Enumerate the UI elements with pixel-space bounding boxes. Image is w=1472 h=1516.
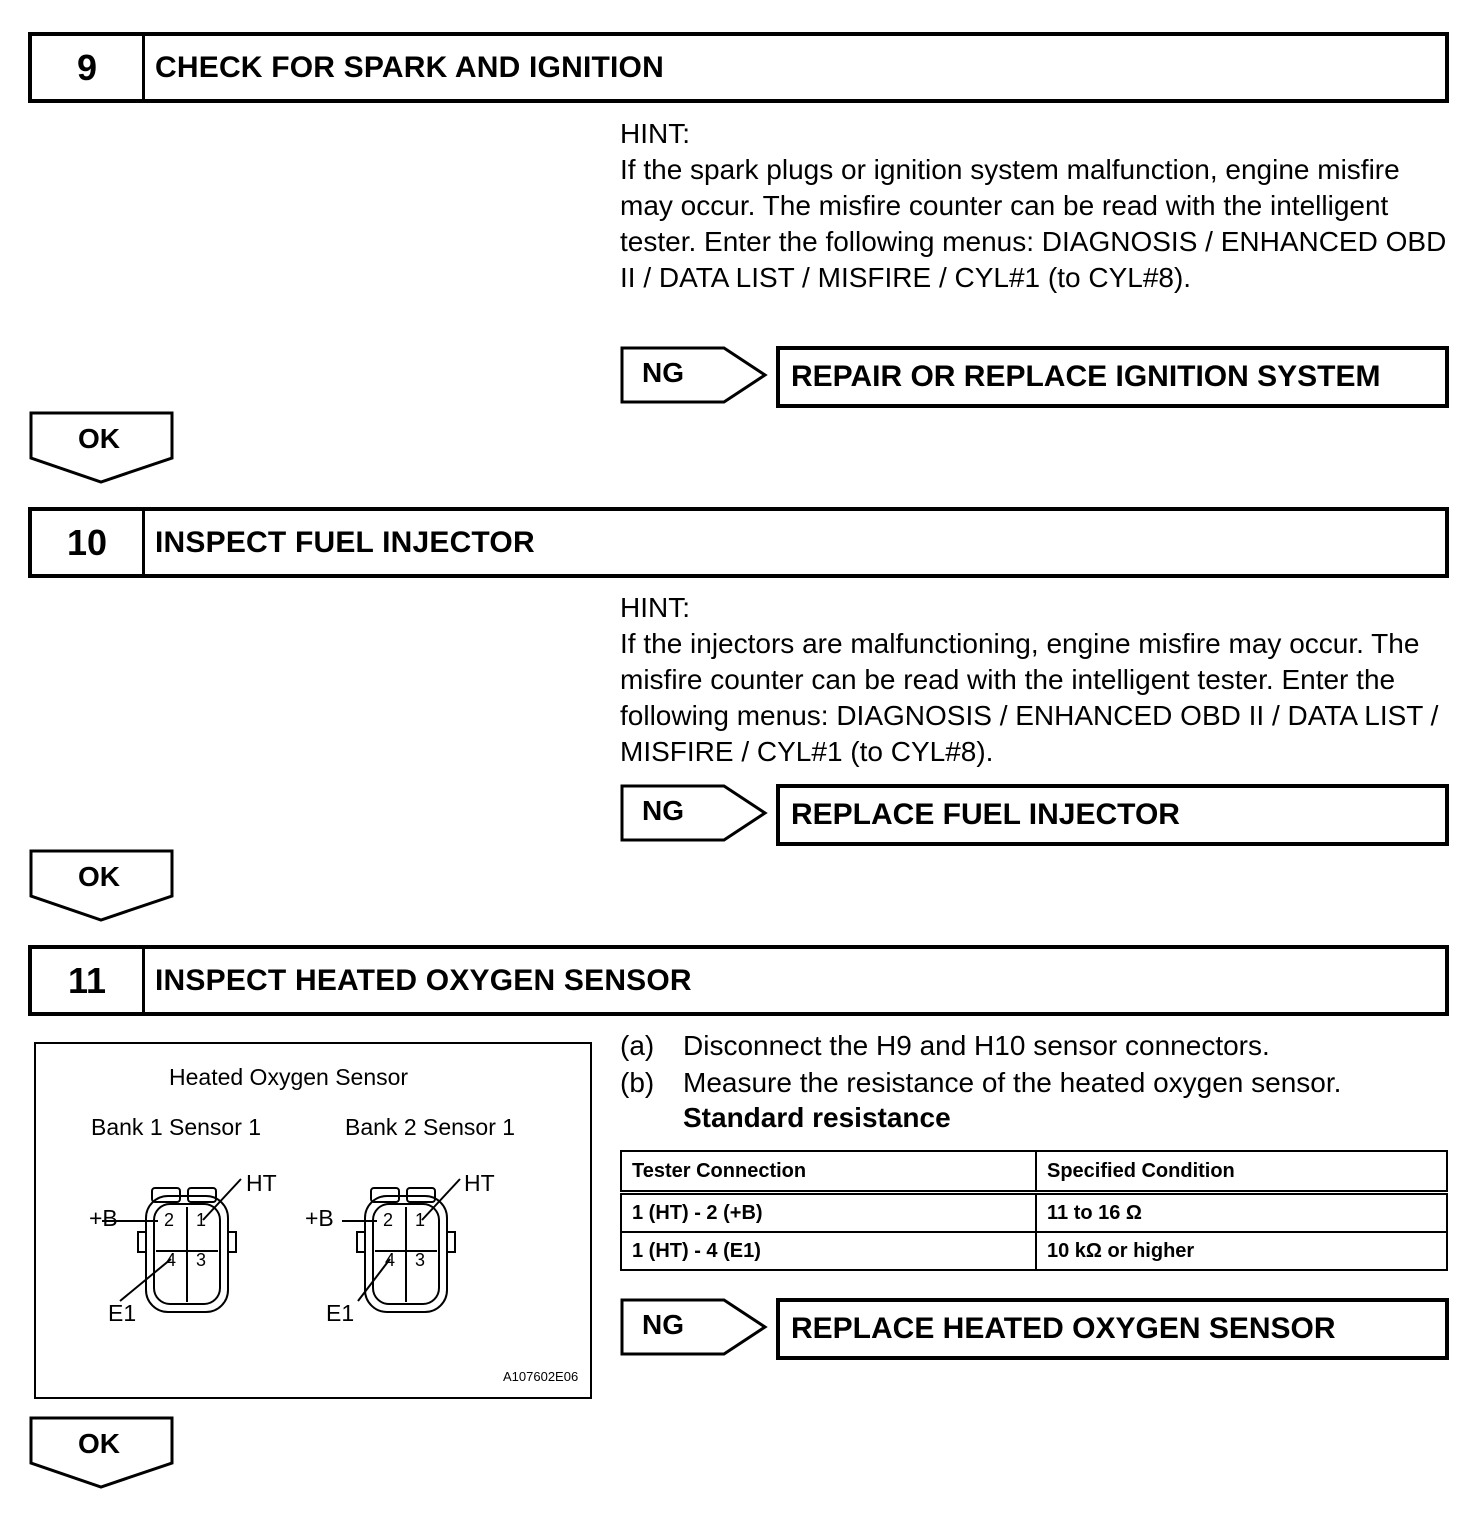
sensor-diagram [34, 1042, 592, 1399]
ng-arrow [620, 784, 770, 842]
ok-arrow [29, 849, 175, 923]
table-cell: 1 (HT) - 2 (+B) [621, 1193, 1036, 1233]
ok-arrow [29, 411, 175, 485]
ng-label: NG [642, 357, 684, 388]
instruction-b [620, 1065, 1450, 1101]
ht-label: HT [464, 1170, 495, 1196]
pin-label: 1 [196, 1210, 207, 1230]
step-10-header [28, 507, 1449, 578]
ok-arrow [29, 1416, 175, 1490]
ok-label: OK [78, 1428, 120, 1459]
pin-label: 3 [415, 1250, 426, 1270]
standard-label: Standard resistance [683, 1102, 951, 1133]
table-header-cell: Specified Condition [1036, 1151, 1447, 1193]
ok-label: OK [78, 423, 120, 454]
step-title: INSPECT FUEL INJECTOR [155, 525, 535, 559]
spec-table [620, 1150, 1448, 1271]
bank2-label: Bank 2 Sensor 1 [345, 1114, 516, 1140]
table-header-cell: Tester Connection [621, 1151, 1036, 1193]
ng-result-box: REPLACE HEATED OXYGEN SENSOR [776, 1298, 1449, 1360]
hint-label: HINT: [620, 592, 690, 623]
ng-arrow [620, 346, 770, 404]
step-number: 11 [32, 949, 145, 1012]
table-cell: 10 kΩ or higher [1036, 1232, 1447, 1270]
item-marker: (b) [620, 1067, 655, 1098]
connector-bank1 [102, 1179, 241, 1312]
bank1-label: Bank 1 Sensor 1 [91, 1114, 262, 1140]
ht-label: HT [246, 1170, 277, 1196]
step-number: 9 [32, 36, 145, 99]
step-9-header [28, 32, 1449, 103]
ng-label: NG [642, 795, 684, 826]
instruction-a [620, 1028, 1450, 1064]
pin-label: 1 [415, 1210, 426, 1230]
pin-label: 3 [196, 1250, 207, 1270]
ng-arrow [620, 1298, 770, 1356]
ng-result-box: REPAIR OR REPLACE IGNITION SYSTEM [776, 346, 1449, 408]
pin-label: 2 [383, 1210, 394, 1230]
e1-label: E1 [108, 1300, 137, 1326]
hint-text: If the spark plugs or ignition system malfunction, engine misfire may occur. The misfire counter can be read with the intelligent tester. Enter the following menus: DIAGNOSIS / ENHANCED OBD II / DATA LIST / MISFIRE / CYL#1 (to CYL#8). [620, 154, 1447, 293]
ng-label: NG [642, 1309, 684, 1340]
step-title: CHECK FOR SPARK AND IGNITION [155, 50, 664, 84]
table-header-row [621, 1151, 1447, 1193]
pin-label: 2 [164, 1210, 175, 1230]
b-label: +B [89, 1205, 118, 1231]
step-title: INSPECT HEATED OXYGEN SENSOR [155, 963, 692, 997]
table-cell: 11 to 16 Ω [1036, 1193, 1447, 1233]
ng-result-box: REPLACE FUEL INJECTOR [776, 784, 1449, 846]
item-text: Measure the resistance of the heated oxygen sensor. [683, 1067, 1342, 1098]
hint-label: HINT: [620, 118, 690, 149]
diagram-title: Heated Oxygen Sensor [169, 1064, 409, 1090]
b-label: +B [305, 1205, 334, 1231]
hint-text: If the injectors are malfunctioning, engine misfire may occur. The misfire counter can be read with the intelligent tester. Enter the following menus: DIAGNOSIS / ENHANCED OBD II / DATA LIST / MISFIRE / CYL#1 (to CYL#8). [620, 628, 1439, 767]
step-number: 10 [32, 511, 145, 574]
hint-block [620, 590, 1450, 770]
pin-label: 4 [166, 1250, 177, 1270]
table-row [621, 1193, 1447, 1233]
connector-bank2 [342, 1179, 460, 1312]
pin-label: 4 [385, 1250, 396, 1270]
item-marker: (a) [620, 1030, 655, 1061]
e1-label: E1 [326, 1300, 355, 1326]
hint-block [620, 116, 1450, 296]
figure-code: A107602E06 [503, 1369, 579, 1384]
table-cell: 1 (HT) - 4 (E1) [621, 1232, 1036, 1270]
ok-label: OK [78, 861, 120, 892]
step-11-header [28, 945, 1449, 1016]
table-row [621, 1232, 1447, 1270]
item-text: Disconnect the H9 and H10 sensor connectors. [683, 1030, 1270, 1061]
